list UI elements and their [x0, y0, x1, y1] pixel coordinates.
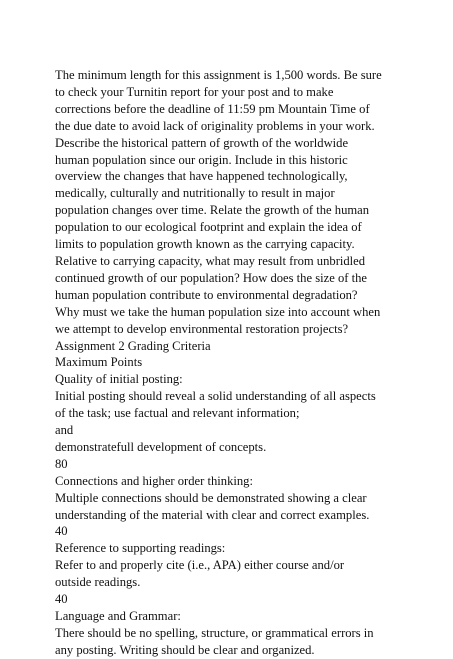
text-line: continued growth of our population? How does the size of the: [55, 270, 367, 285]
text-line: human population contribute to environmental degradation?: [55, 287, 358, 302]
document-body: [55, 67, 440, 659]
criterion-description: any posting. Writing should be clear and organized.: [55, 642, 315, 657]
criterion-description: demonstratefull development of concepts.: [55, 439, 267, 454]
criterion-description: There should be no spelling, structure, or grammatical errors in: [55, 625, 374, 640]
criterion-title: Reference to supporting readings:: [55, 541, 226, 556]
criterion-description: Multiple connections should be demonstrated showing a clear: [55, 490, 367, 505]
criterion-description: and: [55, 423, 74, 438]
text-line: The minimum length for this assignment is 1,500 words. Be sure: [55, 68, 382, 82]
text-line: Describe the historical pattern of growth of the worldwide: [55, 135, 349, 150]
criterion-description: of the task; use factual and relevant information;: [55, 406, 300, 421]
text-line: to check your Turnitin report for your post and to make: [55, 84, 334, 99]
criterion-description: understanding of the material with clear and correct examples.: [55, 507, 370, 522]
text-line: population changes over time. Relate the growth of the human: [55, 203, 370, 218]
criterion-description: Initial posting should reveal a solid understanding of all aspects: [55, 389, 376, 404]
criterion-title: Connections and higher order thinking:: [55, 473, 253, 488]
text-line: human population since our origin. Include in this historic: [55, 152, 348, 167]
criterion-points: 80: [55, 456, 68, 471]
text-line: we attempt to develop environmental restoration projects?: [55, 321, 349, 336]
criterion-description: Refer to and properly cite (i.e., APA) either course and/or: [55, 558, 345, 573]
column-heading: Maximum Points: [55, 355, 143, 370]
criterion-title: Language and Grammar:: [55, 609, 181, 623]
text-line: Relative to carrying capacity, what may result from unbridled: [55, 253, 366, 268]
section-heading: Assignment 2 Grading Criteria: [55, 338, 211, 353]
text-line: the due date to avoid lack of originality problems in your work.: [55, 118, 375, 133]
text-line: population to our ecological footprint and explain the idea of: [55, 220, 362, 235]
criterion-points: 40: [55, 592, 68, 607]
text-line: corrections before the deadline of 11:59 pm Mountain Time of: [55, 101, 370, 116]
text-line: overview the changes that have happened technologically,: [55, 169, 348, 184]
criterion-points: 40: [55, 524, 68, 539]
text-line: medically, culturally and nutritionally to result in major: [55, 186, 335, 201]
text-line: Why must we take the human population size into account when: [55, 304, 381, 319]
criterion-title: Quality of initial posting:: [55, 372, 183, 387]
text-line: limits to population growth known as the carrying capacity.: [55, 237, 355, 252]
criterion-description: outside readings.: [55, 575, 141, 590]
